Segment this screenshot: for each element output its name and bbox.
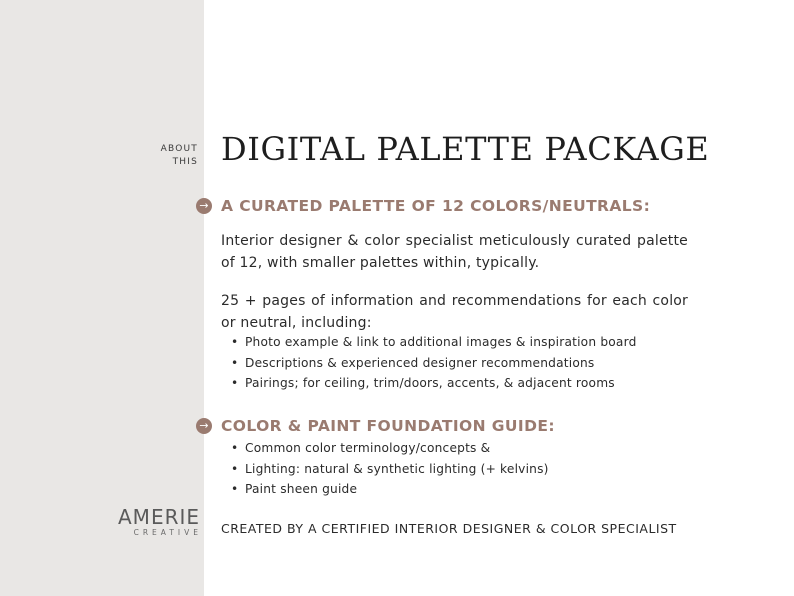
list-item: • Photo example & link to additional images & inspiration board: [221, 332, 637, 353]
brand-subtitle: CREATIVE: [133, 528, 202, 537]
section-foundation-guide-heading: [196, 417, 555, 435]
arrow-right-icon: →: [196, 198, 212, 214]
footer-credit: CREATED BY A CERTIFIED INTERIOR DESIGNER & COLOR SPECIALIST: [221, 521, 677, 536]
brand-name: AMERIE: [118, 505, 201, 529]
paragraph-pages-info: 25 + pages of information and recommendations for each color or neutral, including:: [221, 293, 688, 331]
list-item: • Descriptions & experienced designer recommendations: [221, 353, 637, 374]
list-item: • Paint sheen guide: [221, 479, 549, 500]
list-item: • Pairings; for ceiling, trim/doors, accents, & adjacent rooms: [221, 373, 637, 394]
section-curated-palette-heading: [196, 197, 650, 215]
arrow-right-icon: →: [196, 418, 212, 434]
list-item: • Common color terminology/concepts &: [221, 438, 549, 459]
section-title: A CURATED PALETTE OF 12 COLORS/NEUTRALS:: [221, 197, 651, 215]
foundation-guide-list: [221, 438, 549, 500]
paragraph-curated-description: Interior designer & color specialist meticulously curated palette of 12, with smaller palettes within, typically.: [221, 233, 688, 271]
list-item: • Lighting: natural & synthetic lighting (+ kelvins): [221, 459, 549, 480]
about-label-line2: THIS: [172, 157, 198, 167]
section-title: COLOR & PAINT FOUNDATION GUIDE:: [221, 417, 555, 435]
brand-logo: [118, 505, 202, 538]
about-this-label: [120, 143, 198, 169]
palette-features-list: [221, 332, 637, 394]
page-title: DIGITAL PALETTE PACKAGE: [221, 130, 710, 168]
about-label-line1: ABOUT: [160, 144, 198, 154]
